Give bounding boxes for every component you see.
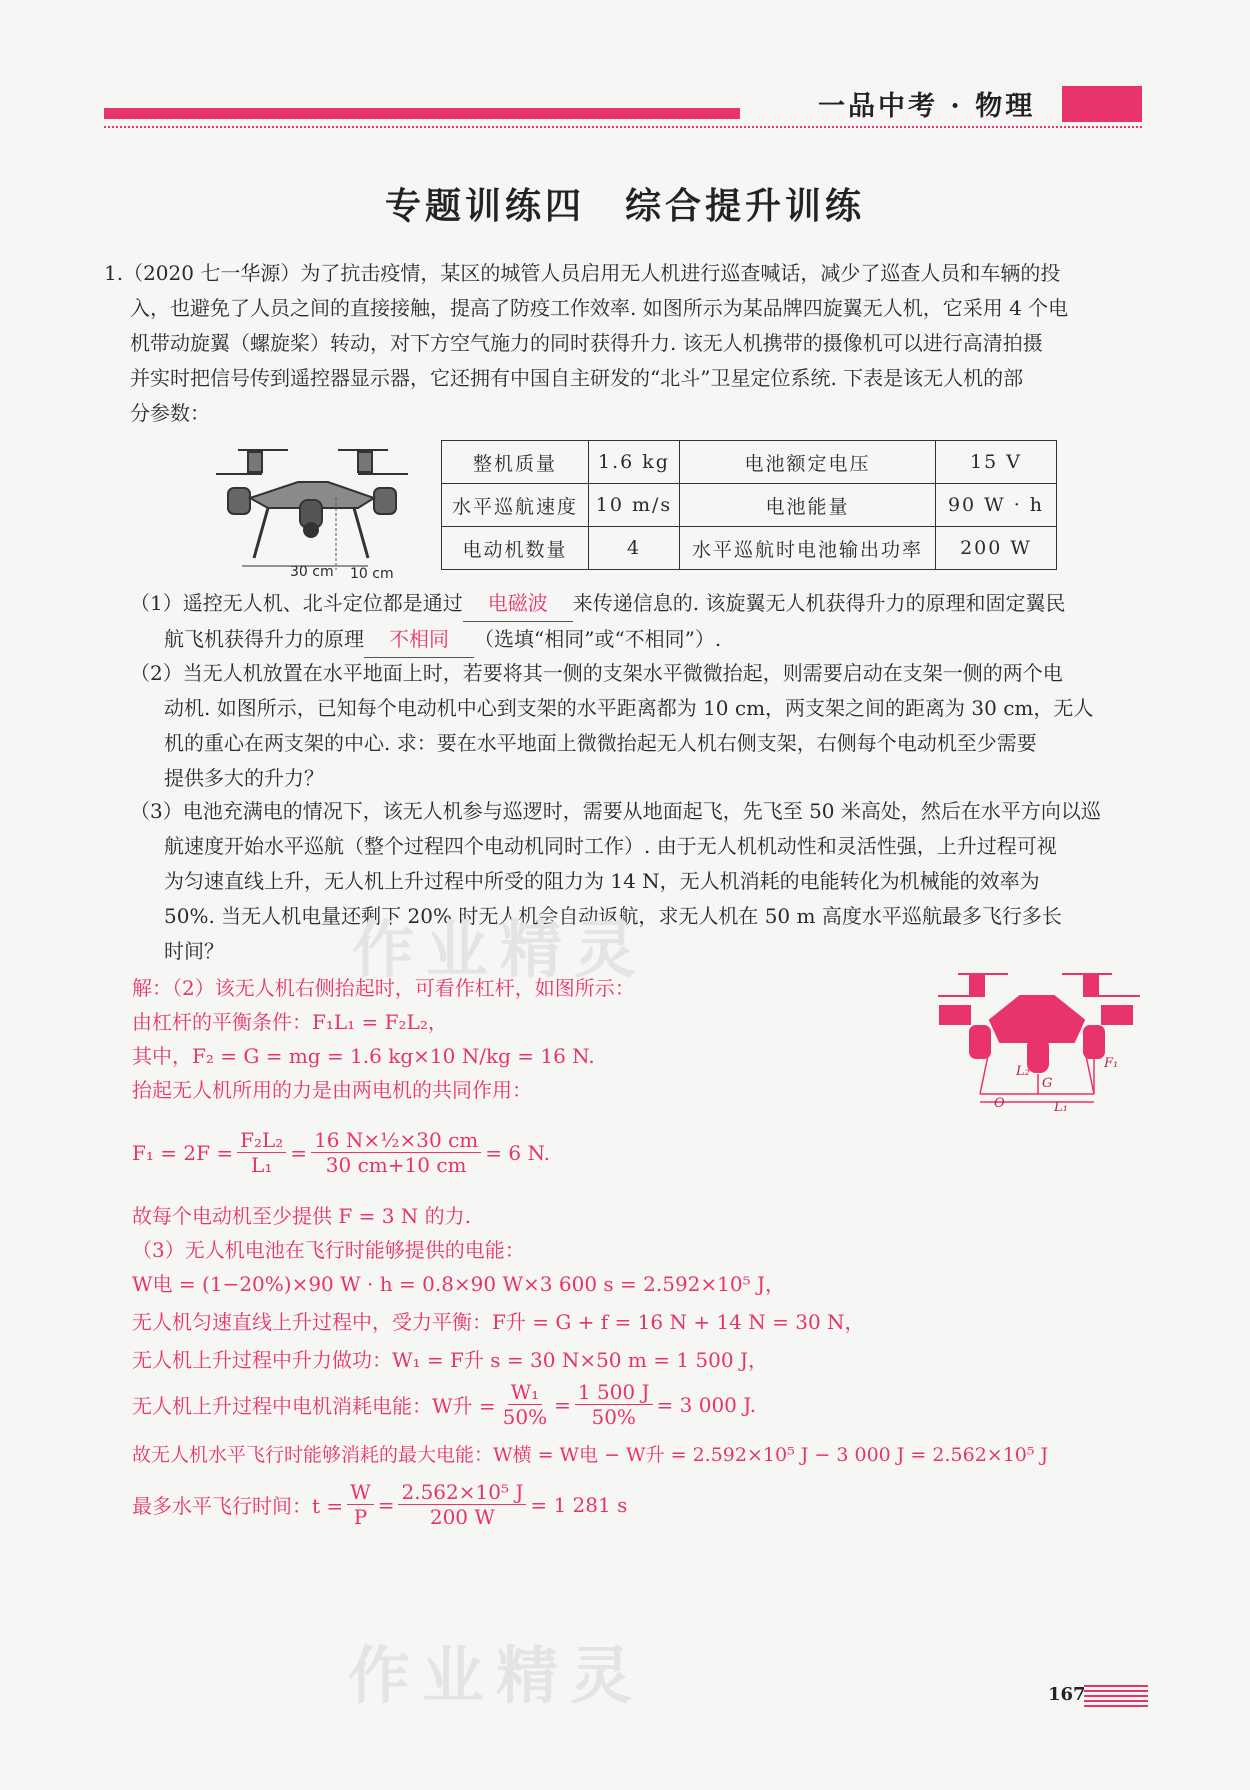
numerator: 2.562×10⁵ J xyxy=(398,1480,526,1505)
question-text: （选填“相同”或“不相同”）. xyxy=(474,627,722,651)
question-line: （2）当无人机放置在水平地面上时，若要将其一侧的支架水平微微抬起，则需要启动在支架一侧的两个电 xyxy=(130,661,1063,685)
question-text: 航飞机获得升力的原理 xyxy=(164,627,364,651)
label-f1: F₁ xyxy=(1104,1056,1119,1071)
answer-blank: 不相同 xyxy=(364,622,474,658)
header-accent-block xyxy=(1062,86,1142,122)
header-accent-bar xyxy=(104,108,740,119)
solution-line: 抬起无人机所用的力是由两电机的共同作用： xyxy=(132,1078,532,1102)
formula-part: = xyxy=(377,1492,395,1517)
problem-line: 1.（2020 七一华源）为了抗击疫情，某区的城管人员启用无人机进行巡查喊话，减少了巡查人员和车辆的投 xyxy=(104,261,1061,285)
table-cell: 水平巡航时电池输出功率 xyxy=(680,527,936,570)
formula-part: = xyxy=(554,1392,571,1417)
table-cell: 4 xyxy=(589,527,680,570)
denominator: P xyxy=(353,1505,368,1529)
table-row xyxy=(442,484,1057,527)
fraction xyxy=(311,1128,481,1177)
fraction xyxy=(398,1480,526,1529)
solution-line: 故无人机水平飞行时能够消耗的最大电能：W横 = W电 − W升 = 2.592×10⁵ J − 3 000 J = 2.562×10⁵ J xyxy=(132,1444,1049,1466)
table-row xyxy=(442,441,1057,484)
formula-part: = 3 000 J. xyxy=(656,1392,757,1417)
numerator: W xyxy=(347,1480,374,1505)
question-line: 机的重心在两支架的中心. 求：要在水平地面上微微抬起无人机右侧支架，右侧每个电动机至少需要 xyxy=(164,731,1037,755)
label-o: O xyxy=(994,1096,1005,1111)
dimension-label: 10 cm xyxy=(350,566,394,582)
question-line: 50%. 当无人机电量还剩下 20% 时无人机会自动返航，求无人机在 50 m 高度水平巡航最多飞行多长 xyxy=(164,904,1062,928)
table-cell: 电池能量 xyxy=(680,484,936,527)
question-2 xyxy=(130,656,1093,796)
numerator: F₂L₂ xyxy=(237,1128,286,1153)
table-cell: 15 V xyxy=(936,441,1057,484)
formula-part: = xyxy=(290,1140,308,1165)
solution-line: W电 = (1−20%)×90 W · h = 0.8×90 W×3 600 s = 2.592×10⁵ J， xyxy=(132,1272,786,1296)
denominator: L₁ xyxy=(251,1153,273,1177)
watermark: 作业精灵 xyxy=(352,913,649,986)
solution-line: 故每个电动机至少提供 F = 3 N 的力. xyxy=(132,1204,472,1228)
solution-line: 解：（2）该无人机右侧抬起时，可看作杠杆，如图所示： xyxy=(132,976,635,1000)
question-line: 时间？ xyxy=(164,939,224,963)
problem-line: 分参数： xyxy=(130,401,210,425)
formula-motor-energy xyxy=(132,1380,756,1429)
page-number-stripes xyxy=(1084,1682,1148,1710)
question-line: 提供多大的升力？ xyxy=(164,766,324,790)
problem-line: 机带动旋翼（螺旋桨）转动，对下方空气施力的同时获得升力. 该无人机携带的摄像机可以进行高清拍摄 xyxy=(130,331,1043,355)
fraction xyxy=(500,1380,550,1429)
table-cell: 1.6 kg xyxy=(589,441,680,484)
formula-part: = 1 281 s xyxy=(530,1492,628,1517)
problem-line: 入，也避免了人员之间的直接接触，提高了防疫工作效率. 如图所示为某品牌四旋翼无人机，它采用 4 个电 xyxy=(130,296,1069,320)
formula-lift-force xyxy=(132,1128,550,1177)
numerator: 1 500 J xyxy=(575,1380,653,1405)
formula-part: = 6 N. xyxy=(485,1140,551,1165)
fraction xyxy=(575,1380,653,1429)
problem-line: 并实时把信号传到遥控器显示器，它还拥有中国自主研发的“北斗”卫星定位系统. 下表是该无人机的部 xyxy=(130,366,1024,390)
table-cell: 90 W · h xyxy=(936,484,1057,527)
fraction xyxy=(347,1480,374,1529)
header-title: 一品中考 · 物理 xyxy=(818,91,1036,122)
question-line: 动机. 如图所示，已知每个电动机中心到支架的水平距离都为 10 cm，两支架之间的距离为 30 cm，无人 xyxy=(164,696,1094,720)
label-l2: L₂ xyxy=(1016,1064,1030,1079)
formula-part: 无人机上升过程中电机消耗电能：W升 = xyxy=(132,1394,496,1418)
watermark: 作业精灵 xyxy=(348,1639,645,1712)
table-cell: 200 W xyxy=(936,527,1057,570)
denominator: 200 W xyxy=(429,1505,495,1529)
dimension-label: 30 cm xyxy=(290,564,334,580)
formula-part: 最多水平飞行时间：t = xyxy=(132,1494,344,1518)
label-g: G xyxy=(1042,1076,1053,1091)
numerator: 16 N×½×30 cm xyxy=(311,1128,481,1153)
page-number: 167 xyxy=(1048,1684,1086,1705)
denominator: 30 cm+10 cm xyxy=(325,1153,467,1177)
header-dotted-rule xyxy=(104,126,1142,128)
solution-line: 无人机上升过程中升力做功：W₁ = F升 s = 30 N×50 m = 1 500 J， xyxy=(132,1348,768,1372)
table-row xyxy=(442,527,1057,570)
solution-line: 由杠杆的平衡条件：F₁L₁ = F₂L₂， xyxy=(132,1010,448,1034)
solution-line: 其中，F₂ = G = mg = 1.6 kg×10 N/kg = 16 N. xyxy=(132,1044,595,1068)
question-text: （1）遥控无人机、北斗定位都是通过 xyxy=(130,591,463,615)
problem-intro xyxy=(104,256,1068,431)
formula-flight-time xyxy=(132,1480,627,1529)
question-line: （3）电池充满电的情况下，该无人机参与巡逻时，需要从地面起飞，先飞至 50 米高处，然后在水平方向以巡 xyxy=(130,799,1101,823)
parameter-table xyxy=(441,440,1057,570)
answer-blank: 电磁波 xyxy=(463,586,573,622)
numerator: W₁ xyxy=(508,1380,543,1405)
denominator: 50% xyxy=(591,1405,636,1429)
question-line: 航速度开始水平巡航（整个过程四个电动机同时工作）. 由于无人机机动性和灵活性强，上升过程可视 xyxy=(164,834,1057,858)
table-cell: 整机质量 xyxy=(442,441,589,484)
lever-diagram xyxy=(934,966,1144,1116)
page-title: 专题训练四 综合提升训练 xyxy=(384,185,865,227)
question-text: 来传递信息的. 该旋翼无人机获得升力的原理和固定翼民 xyxy=(572,591,1066,615)
table-cell: 水平巡航速度 xyxy=(442,484,589,527)
solution-line: （3）无人机电池在飞行时能够提供的电能： xyxy=(132,1238,525,1262)
table-cell: 电池额定电压 xyxy=(680,441,936,484)
formula-part: F₁ = 2F = xyxy=(132,1140,234,1165)
question-1 xyxy=(130,586,1065,658)
label-l1: L₁ xyxy=(1054,1100,1068,1115)
solution-line: 无人机匀速直线上升过程中，受力平衡：F升 = G + f = 16 N + 14 N = 30 N， xyxy=(132,1310,865,1334)
denominator: 50% xyxy=(502,1405,548,1429)
fraction xyxy=(237,1128,286,1177)
table-cell: 10 m/s xyxy=(589,484,680,527)
question-line: 为匀速直线上升，无人机上升过程中所受的阻力为 14 N，无人机消耗的电能转化为机械能的效率为 xyxy=(164,869,1040,893)
table-cell: 电动机数量 xyxy=(442,527,589,570)
